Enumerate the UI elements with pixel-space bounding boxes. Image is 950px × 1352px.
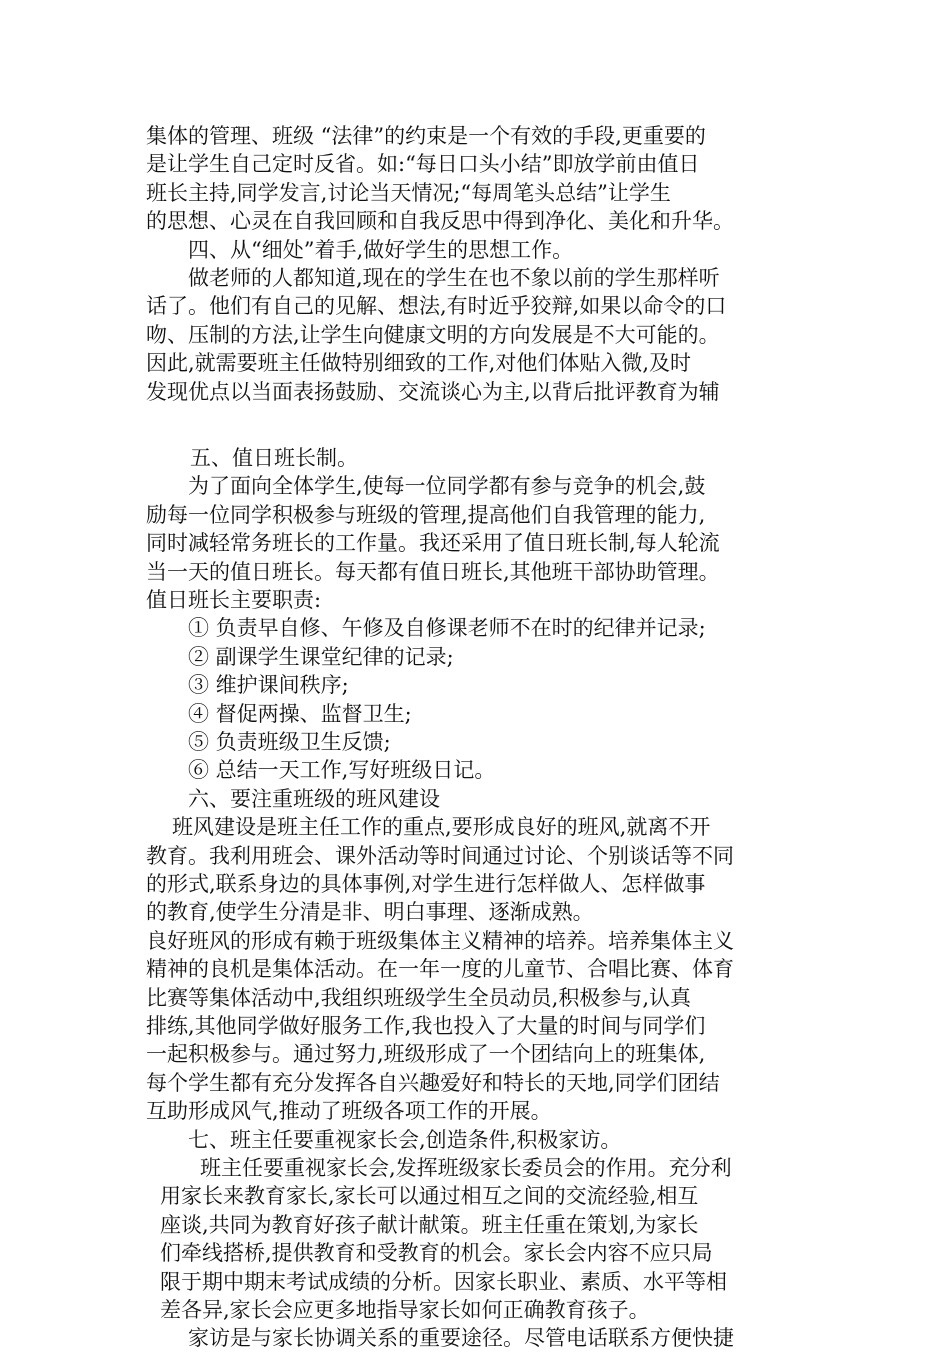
list-item: ③ 维护课间秩序; xyxy=(188,673,349,697)
text-line: 的形式,联系身边的具体事例,对学生进行怎样做人、怎样做事 xyxy=(146,872,706,896)
section-heading: 四、从“细处”着手,做好学生的思想工作。 xyxy=(188,238,574,262)
list-item: ④ 督促两操、监督卫生; xyxy=(188,702,412,726)
text-line: 励每一位同学积极参与班级的管理,提高他们自我管理的能力, xyxy=(146,503,706,527)
text-line: 教育。我利用班会、课外活动等时间通过讨论、个别谈话等不同 xyxy=(146,844,734,868)
text-line: 集体的管理、班级 “法律”的约束是一个有效的手段,更重要的 xyxy=(146,124,706,148)
text-line: 做老师的人都知道,现在的学生在也不象以前的学生那样听 xyxy=(188,266,720,290)
text-line: 座谈,共同为教育好孩子献计献策。班主任重在策划,为家长 xyxy=(160,1213,699,1237)
text-line: 每个学生都有充分发挥各自兴趣爱好和特长的天地,同学们团结 xyxy=(146,1071,720,1095)
list-item: ⑤ 负责班级卫生反馈; xyxy=(188,730,391,754)
text-line: 排练,其他同学做好服务工作,我也投入了大量的时间与同学们 xyxy=(146,1014,706,1038)
text-line: 比赛等集体活动中,我组织班级学生全员动员,积极参与,认真 xyxy=(146,986,692,1010)
text-line: 当一天的值日班长。每天都有值日班长,其他班干部协助管理。 xyxy=(146,560,720,584)
text-line: 吻、压制的方法,让学生向健康文明的方向发展是不大可能的。 xyxy=(146,323,720,347)
text-line: 话了。他们有自己的见解、想法,有时近乎狡辩,如果以命令的口 xyxy=(146,294,727,318)
text-line: 班长主持,同学发言,讨论当天情况;“每周笔头总结”让学生 xyxy=(146,181,671,205)
text-line: 是让学生自己定时反省。如:“每日口头小结”即放学前由值日 xyxy=(146,152,700,176)
text-line: 班风建设是班主任工作的重点,要形成良好的班风,就离不开 xyxy=(172,815,711,839)
text-line: 家访是与家长协调关系的重要途径。尽管电话联系方便快捷 xyxy=(188,1326,734,1350)
text-line: 班主任要重视家长会,发挥班级家长委员会的作用。充分利 xyxy=(200,1156,732,1180)
section-heading: 七、班主任要重视家长会,创造条件,积极家访。 xyxy=(188,1128,622,1152)
text-line: 同时减轻常务班长的工作量。我还采用了值日班长制,每人轮流 xyxy=(146,531,720,555)
text-line: 发现优点以当面表扬鼓励、交流谈心为主,以背后批评教育为辅 xyxy=(146,380,720,404)
text-line: 值日班长主要职责: xyxy=(146,588,322,612)
text-line: 们牵线搭桥,提供教育和受教育的机会。家长会内容不应只局 xyxy=(160,1241,713,1265)
section-heading: 五、值日班长制。 xyxy=(190,446,358,470)
text-line: 限于期中期末考试成绩的分析。因家长职业、素质、水平等相 xyxy=(160,1270,727,1294)
text-line: 用家长来教育家长,家长可以通过相互之间的交流经验,相互 xyxy=(160,1184,699,1208)
list-item: ② 副课学生课堂纪律的记录; xyxy=(188,645,454,669)
text-line: 为了面向全体学生,使每一位同学都有参与竞争的机会,鼓 xyxy=(188,474,706,498)
text-line: 良好班风的形成有赖于班级集体主义精神的培养。培养集体主义 xyxy=(146,929,734,953)
text-line: 互助形成风气,推动了班级各项工作的开展。 xyxy=(146,1099,552,1123)
text-line: 的教育,使学生分清是非、明白事理、逐渐成熟。 xyxy=(146,900,594,924)
text-line: 的思想、心灵在自我回顾和自我反思中得到净化、美化和升华。 xyxy=(146,209,734,233)
text-line: 精神的良机是集体活动。在一年一度的儿童节、合唱比赛、体育 xyxy=(146,957,734,981)
text-line: 一起积极参与。通过努力,班级形成了一个团结向上的班集体, xyxy=(146,1042,706,1066)
list-item: ① 负责早自修、午修及自修课老师不在时的纪律并记录; xyxy=(188,616,706,640)
list-item: ⑥ 总结一天工作,写好班级日记。 xyxy=(188,758,496,782)
text-line: 因此,就需要班主任做特别细致的工作,对他们体贴入微,及时 xyxy=(146,351,692,375)
text-line: 差各异,家长会应更多地指导家长如何正确教育孩子。 xyxy=(160,1298,650,1322)
section-heading: 六、要注重班级的班风建设 xyxy=(188,787,440,811)
